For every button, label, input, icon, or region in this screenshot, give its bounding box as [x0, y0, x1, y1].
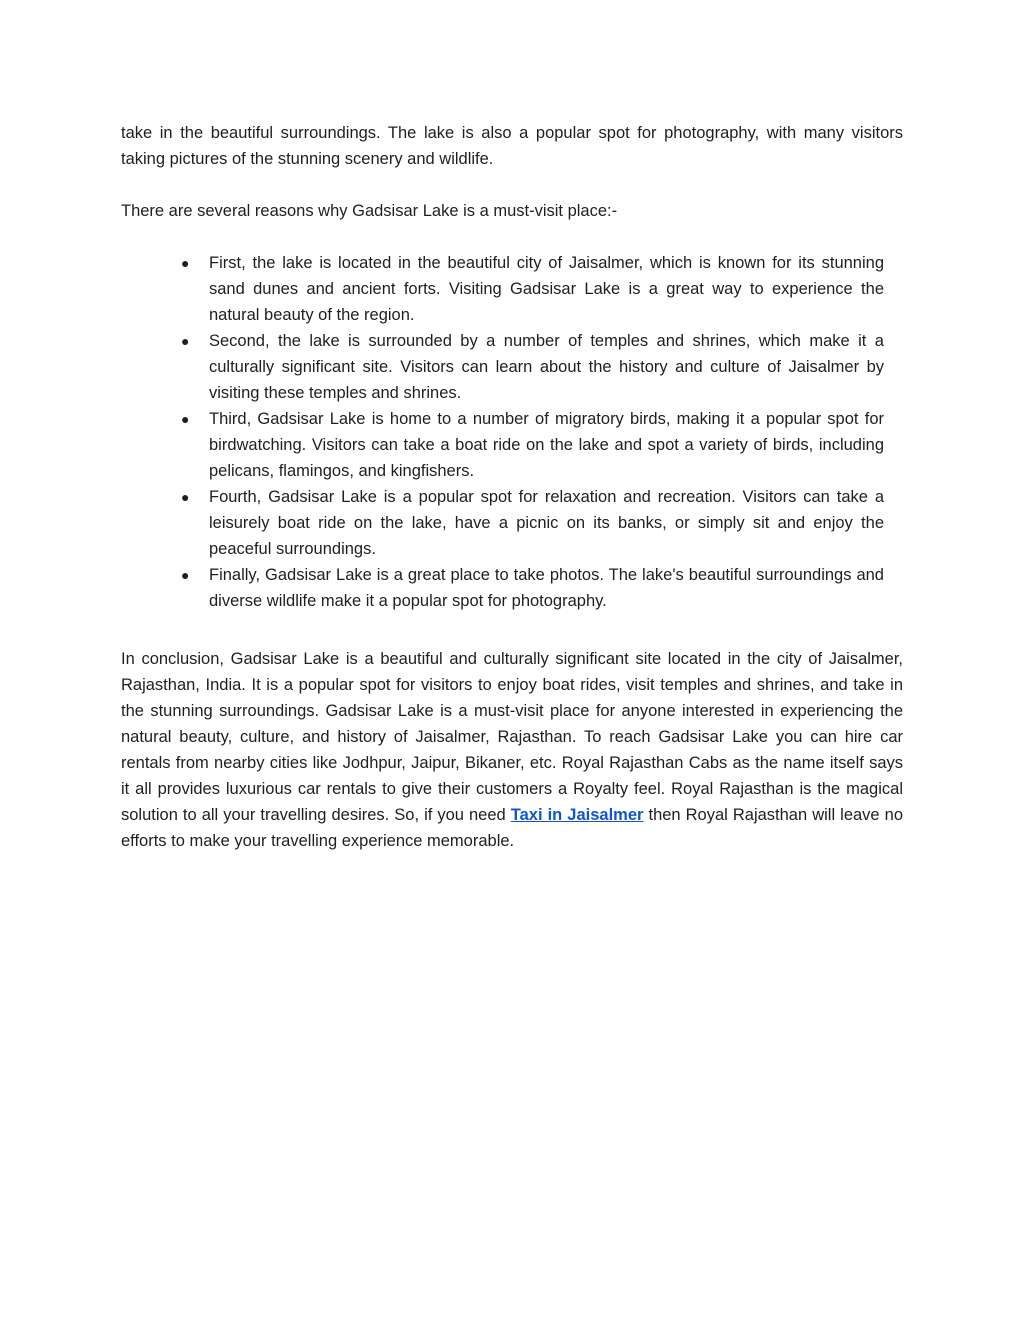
conclusion-text-before-link: In conclusion, Gadsisar Lake is a beautiful and culturally significant site located in the city of Jaisalmer, Rajasthan, India. It is a popular spot for visitors to enjoy boat rides, visit temples and shrines, and take in the stunning surroundings. Gadsisar Lake is a must-visit place for anyone interested in experiencing the natural beauty, culture, and history of Jaisalmer, Rajasthan. To reach Gadsisar Lake you can hire car rentals from nearby cities like Jodhpur, Jaipur, Bikaner, etc. Royal Rajasthan Cabs as the name itself says it all provides luxurious car rentals to give their customers a Royalty feel. Royal Rajasthan is the magical solution to all your travelling desires. So, if you need — [121, 650, 903, 824]
bullet-icon: ● — [181, 567, 190, 583]
list-item-text: Fourth, Gadsisar Lake is a popular spot for relaxation and recreation. Visitors can take a leisurely boat ride on the lake, have a picnic on its banks, or simply sit and enjoy the peaceful surroundings. — [209, 488, 884, 558]
list-item-text: Third, Gadsisar Lake is home to a number of migratory birds, making it a popular spot for birdwatching. Visitors can take a boat ride on the lake and spot a variety of birds, including pelicans, flamingos, and kingfishers. — [209, 410, 884, 480]
list-item — [181, 562, 884, 614]
conclusion-text-after-link: then Royal Rajasthan will leave no efforts to make your travelling experience memorable. — [121, 806, 903, 850]
list-item — [181, 250, 884, 328]
list-item — [181, 406, 884, 484]
bullet-icon: ● — [181, 333, 190, 349]
reasons-list — [121, 250, 903, 614]
list-item — [181, 328, 884, 406]
taxi-in-jaisalmer-link[interactable]: Taxi in Jaisalmer — [510, 806, 644, 824]
intro-paragraph: take in the beautiful surroundings. The lake is also a popular spot for photography, with many visitors taking pictures of the stunning scenery and wildlife. — [121, 124, 903, 168]
list-item — [181, 484, 884, 562]
reasons-intro: There are several reasons why Gadsisar Lake is a must-visit place:- — [121, 202, 618, 220]
bullet-icon: ● — [181, 255, 190, 271]
document-body — [121, 120, 903, 854]
bullet-icon: ● — [181, 411, 190, 427]
conclusion-paragraph — [121, 646, 903, 854]
list-item-text: Second, the lake is surrounded by a number of temples and shrines, which make it a culturally significant site. Visitors can learn about the history and culture of Jaisalmer by visiting these temples and shrines. — [209, 332, 884, 402]
list-item-text: First, the lake is located in the beautiful city of Jaisalmer, which is known for its stunning sand dunes and ancient forts. Visiting Gadsisar Lake is a great way to experience the natural beauty of the region. — [209, 254, 884, 324]
list-item-text: Finally, Gadsisar Lake is a great place to take photos. The lake's beautiful surroundings and diverse wildlife make it a popular spot for photography. — [209, 566, 884, 610]
bullet-icon: ● — [181, 489, 190, 505]
